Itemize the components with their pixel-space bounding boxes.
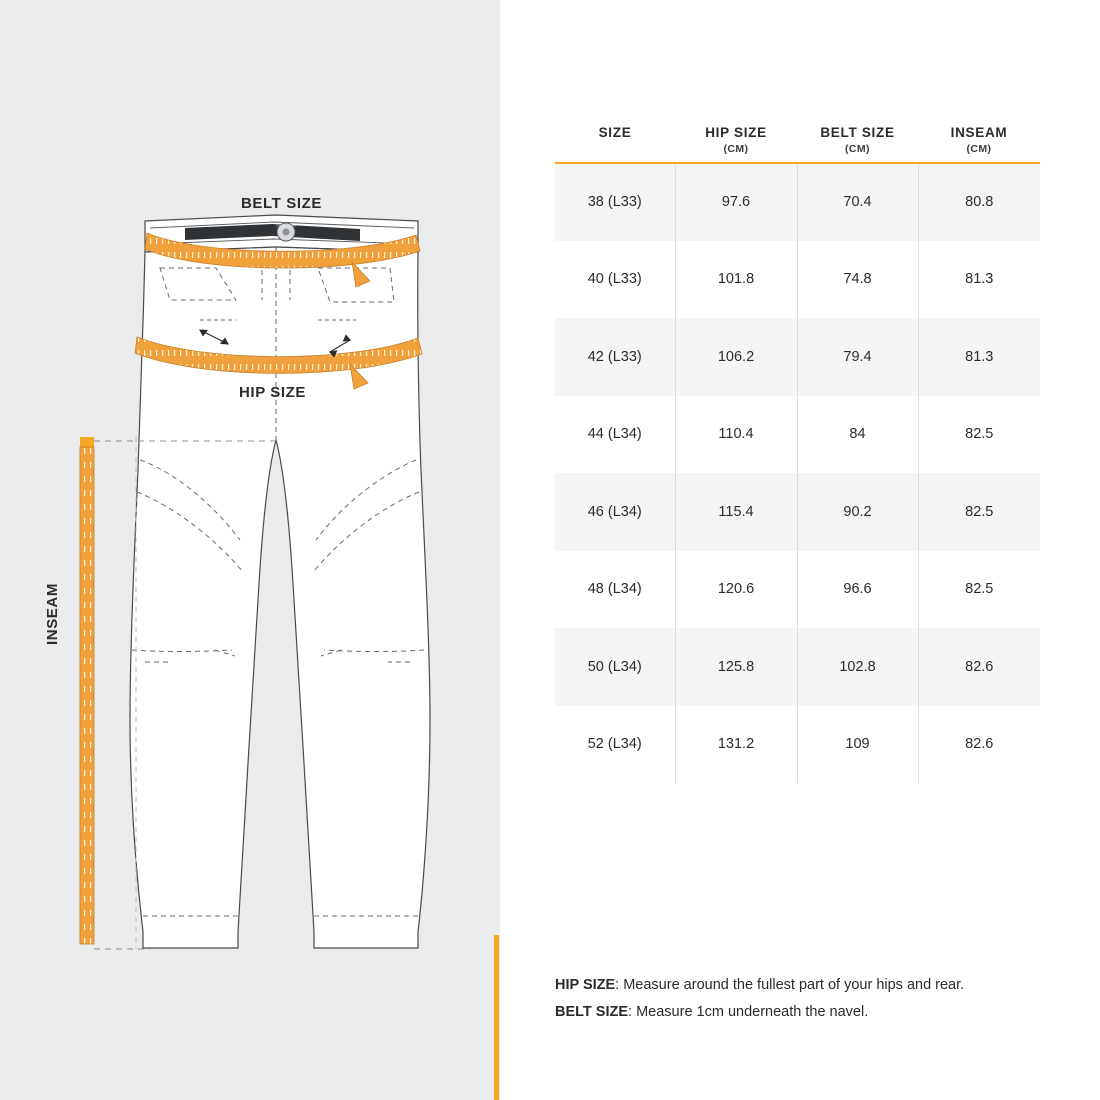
note-hip-size	[555, 972, 1075, 999]
table-row	[555, 628, 1040, 706]
cell-inseam: 81.3	[965, 271, 994, 288]
cell-size: 46 (L34)	[555, 473, 675, 551]
note-belt-size-text: : Measure 1cm underneath the navel.	[628, 1003, 869, 1020]
column-header-hip-size	[675, 125, 797, 163]
note-hip-size-label: HIP SIZE	[555, 977, 616, 993]
label-hip-size: HIP SIZE	[239, 384, 307, 401]
cell-belt: 90.2	[797, 473, 918, 551]
note-belt-size	[555, 999, 1075, 1026]
cell-belt: 96.6	[797, 551, 918, 629]
column-header-hip-size-unit: (CM)	[723, 142, 749, 155]
inseam-ruler	[80, 437, 94, 944]
cell-inseam: 81.3	[918, 318, 1040, 396]
cell-hip: 106.2	[675, 318, 797, 396]
table-row	[555, 241, 1040, 319]
cell-hip: 125.8	[675, 628, 797, 706]
trousers-technical-drawing	[0, 0, 500, 1100]
measurements-panel	[500, 0, 1100, 1100]
note-belt-size-label: BELT SIZE	[555, 1003, 629, 1020]
cell-size: 50 (L34)	[555, 628, 675, 706]
cell-size: 40 (L33)	[555, 241, 675, 319]
illustration-panel	[0, 0, 500, 1100]
cell-hip: 131.2	[675, 706, 797, 784]
cell-belt: 70.4	[797, 163, 918, 241]
size-table-container	[555, 125, 1040, 783]
cell-inseam: 82.6	[918, 628, 1040, 706]
column-header-hip-size-title: HIP SIZE	[705, 125, 767, 140]
cell-belt: 84	[797, 396, 918, 474]
label-belt-size: BELT SIZE	[241, 195, 322, 212]
cell-inseam: 82.5	[965, 581, 994, 598]
cell-size: 52 (L34)	[555, 706, 675, 784]
note-hip-size-text: : Measure around the fullest part of your hips and rear.	[615, 977, 965, 993]
column-header-belt-size	[797, 125, 918, 163]
column-header-size-title: SIZE	[598, 125, 632, 140]
column-header-inseam-title: INSEAM	[950, 125, 1008, 140]
table-row	[555, 706, 1040, 784]
table-row	[555, 318, 1040, 396]
column-header-inseam	[918, 125, 1040, 163]
cell-inseam: 82.5	[965, 426, 994, 443]
size-table	[555, 125, 1040, 783]
measurement-notes	[555, 972, 1075, 1026]
cell-size: 44 (L34)	[555, 396, 675, 474]
cell-belt: 74.8	[797, 241, 918, 319]
cell-size: 48 (L34)	[555, 551, 675, 629]
column-header-size	[555, 125, 675, 163]
cell-hip: 120.6	[675, 551, 797, 629]
cell-inseam: 82.6	[965, 736, 994, 753]
cell-inseam: 82.5	[918, 473, 1040, 551]
column-header-inseam-unit: (CM)	[966, 142, 992, 155]
cell-size: 42 (L33)	[555, 318, 675, 396]
table-row	[555, 551, 1040, 629]
cell-belt: 102.8	[797, 628, 918, 706]
cell-belt: 79.4	[797, 318, 918, 396]
cell-hip: 110.4	[675, 396, 797, 474]
cell-belt: 109	[797, 706, 918, 784]
cell-hip: 101.8	[675, 241, 797, 319]
table-row	[555, 396, 1040, 474]
accent-bar	[494, 935, 499, 1100]
cell-hip: 97.6	[675, 163, 797, 241]
table-row	[555, 163, 1040, 241]
table-header-row	[555, 125, 1040, 163]
table-row	[555, 473, 1040, 551]
column-header-belt-size-unit: (CM)	[845, 142, 870, 155]
cell-hip: 115.4	[675, 473, 797, 551]
column-header-belt-size-title: BELT SIZE	[820, 125, 895, 140]
cell-inseam: 80.8	[918, 163, 1040, 241]
cell-size: 38 (L33)	[555, 163, 675, 241]
label-inseam: INSEAM	[44, 583, 61, 645]
